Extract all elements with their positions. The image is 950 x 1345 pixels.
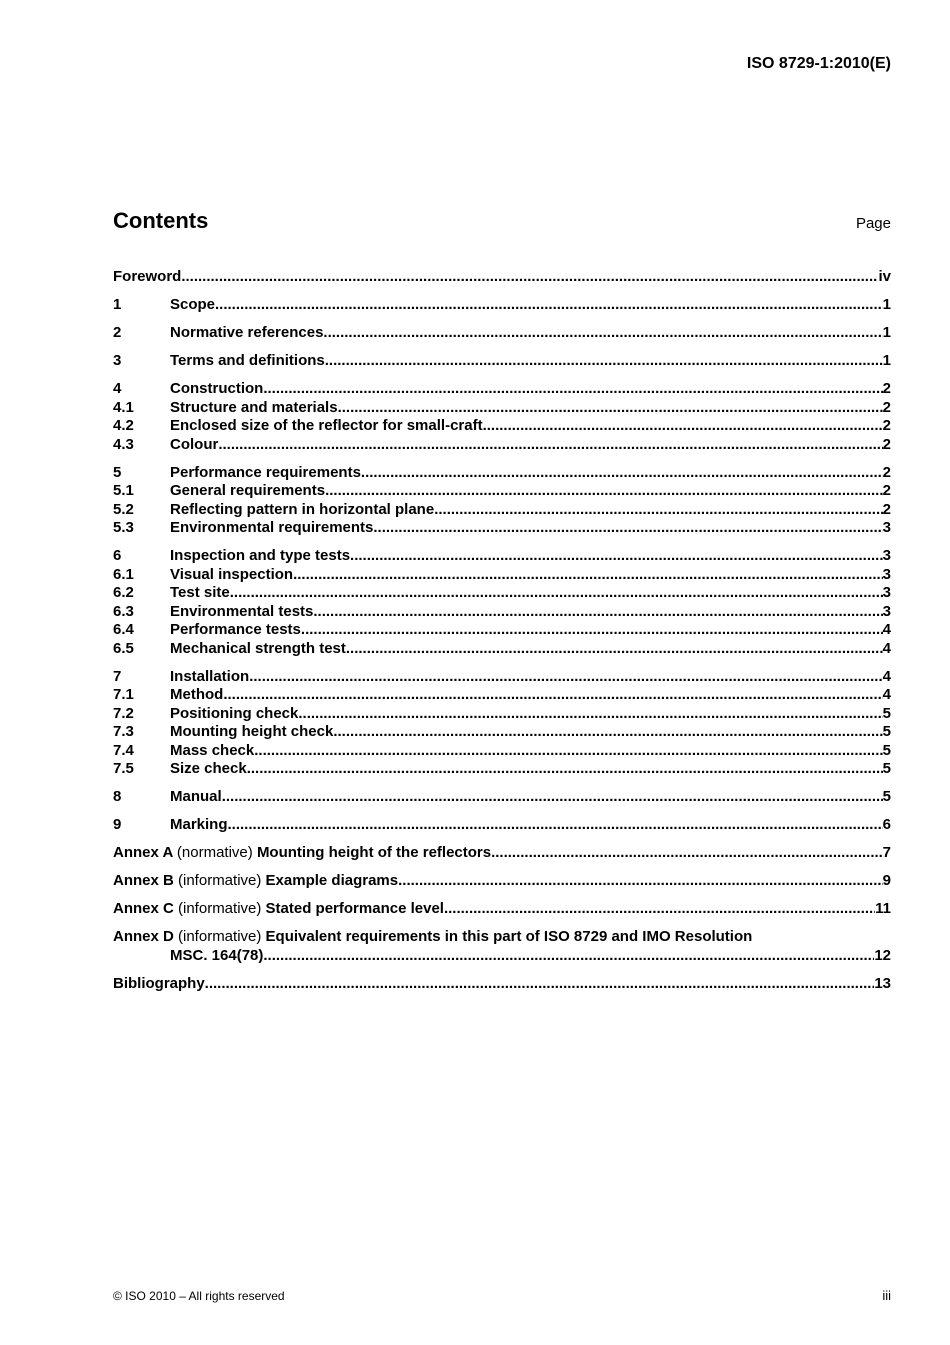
- toc-entry[interactable]: [113, 788, 891, 807]
- toc-entry[interactable]: [113, 742, 891, 761]
- toc-entry[interactable]: [113, 760, 891, 779]
- toc-entry[interactable]: [113, 436, 891, 455]
- toc-title: Normative references: [170, 324, 324, 341]
- toc-number: 7.2: [113, 704, 134, 722]
- toc-page: 11: [875, 900, 891, 917]
- annex-title-continued: MSC. 164(78): [170, 946, 264, 964]
- toc-number: 6.5: [113, 639, 134, 657]
- toc-title: Construction: [170, 380, 264, 397]
- dot-leader: [361, 464, 883, 483]
- toc-number: 6.4: [113, 621, 134, 638]
- toc-entry[interactable]: [113, 566, 891, 585]
- toc-number: 2: [113, 324, 122, 341]
- dot-leader: [293, 566, 883, 585]
- dot-leader: [325, 482, 883, 501]
- toc-entry[interactable]: [113, 296, 891, 315]
- toc-entry[interactable]: [113, 417, 891, 436]
- toc-number: 7.4: [113, 741, 134, 759]
- contents-heading: [113, 208, 891, 238]
- dot-leader: [298, 705, 882, 724]
- toc-page: 1: [882, 324, 891, 341]
- toc-entry-annex-c[interactable]: [113, 900, 891, 919]
- toc-number: 6.3: [113, 602, 134, 620]
- dot-leader: [325, 352, 883, 371]
- toc-page: 5: [882, 788, 891, 805]
- toc-page: 2: [882, 398, 891, 416]
- toc-page: 13: [874, 974, 891, 992]
- dot-leader: [230, 584, 883, 603]
- dot-leader: [373, 519, 882, 538]
- toc-number: 6.1: [113, 565, 134, 583]
- dot-leader: [181, 268, 878, 287]
- dot-leader: [223, 686, 882, 705]
- toc-number: 4.3: [113, 435, 134, 453]
- dot-leader: [249, 668, 882, 687]
- toc-number: 9: [113, 816, 122, 833]
- dot-leader: [228, 816, 883, 835]
- toc-page: 5: [882, 704, 891, 722]
- toc-page: 1: [882, 296, 891, 313]
- toc-title: Inspection and type tests: [170, 547, 351, 564]
- toc-page: 3: [882, 584, 891, 601]
- toc-number: 5.3: [113, 519, 134, 536]
- toc-page: 3: [882, 547, 891, 564]
- toc-number: 7.1: [113, 686, 134, 703]
- toc-page: 3: [882, 519, 891, 536]
- dot-leader: [313, 603, 882, 622]
- toc-title: Manual: [170, 788, 222, 805]
- toc-page: 2: [882, 482, 891, 499]
- toc-number: 8: [113, 788, 122, 805]
- toc-title: Terms and definitions: [170, 352, 325, 369]
- toc-entry[interactable]: [113, 640, 891, 659]
- toc-entry[interactable]: [113, 519, 891, 538]
- toc-title: Foreword: [113, 268, 182, 285]
- page-number: iii: [882, 1288, 891, 1303]
- dot-leader: [338, 399, 883, 418]
- toc-page: 4: [882, 639, 891, 657]
- toc-page: iv: [878, 268, 891, 285]
- toc-title: Environmental tests: [170, 602, 314, 620]
- toc-entry[interactable]: [113, 464, 891, 483]
- dot-leader: [434, 501, 882, 520]
- toc-title: Marking: [170, 816, 228, 833]
- toc-page: 6: [882, 816, 891, 833]
- toc-entry[interactable]: [113, 668, 891, 687]
- toc-title: Mounting height check: [170, 723, 334, 740]
- toc-title: General requirements: [170, 482, 326, 499]
- annex-kind: (informative): [178, 872, 262, 889]
- toc-number: 5.1: [113, 482, 134, 499]
- toc-number: 1: [113, 296, 122, 313]
- toc-page: 5: [882, 723, 891, 740]
- toc-entry[interactable]: [113, 621, 891, 640]
- toc-entry[interactable]: [113, 547, 891, 566]
- annex-title: Equivalent requirements in this part of ISO 8729 and IMO Resolution: [265, 928, 753, 945]
- toc-entry-annex-b[interactable]: [113, 872, 891, 891]
- toc-entry[interactable]: [113, 603, 891, 622]
- toc-title: Positioning check: [170, 704, 299, 722]
- toc-title: Installation: [170, 667, 250, 685]
- toc-title: Reflecting pattern in horizontal plane: [170, 500, 435, 518]
- table-of-contents: [113, 268, 891, 993]
- dot-leader: [333, 723, 882, 742]
- dot-leader: [398, 872, 883, 891]
- dot-leader: [323, 324, 882, 343]
- toc-page: 5: [882, 741, 891, 759]
- contents-title: Contents: [113, 208, 209, 233]
- toc-entry-annex-d[interactable]: [113, 928, 891, 965]
- toc-entry[interactable]: [113, 352, 891, 371]
- toc-page: 4: [882, 667, 891, 685]
- toc-page: 3: [882, 602, 891, 620]
- toc-title: Enclosed size of the reflector for small-craft: [170, 417, 483, 434]
- toc-page: 2: [882, 380, 891, 397]
- annex-label: Annex C: [113, 900, 174, 917]
- toc-number: 7: [113, 667, 122, 685]
- annex-kind: (informative): [178, 900, 262, 917]
- toc-page: 2: [882, 500, 891, 518]
- toc-page: 2: [882, 463, 891, 481]
- toc-title: Mass check: [170, 741, 255, 759]
- dot-leader: [350, 547, 883, 566]
- annex-label: Annex D: [113, 928, 174, 945]
- annex-title: Example diagrams: [265, 872, 399, 889]
- toc-entry[interactable]: [113, 501, 891, 520]
- toc-page: 12: [874, 946, 891, 964]
- annex-title: Stated performance level: [265, 900, 444, 917]
- toc-number: 6: [113, 547, 122, 564]
- toc-number: 4.1: [113, 398, 134, 416]
- toc-entry-bibliography[interactable]: [113, 975, 891, 994]
- dot-leader: [491, 844, 883, 863]
- toc-page: 3: [882, 565, 891, 583]
- page-column-label: Page: [855, 215, 891, 232]
- toc-title: Method: [170, 686, 224, 703]
- toc-entry-annex-a[interactable]: [113, 844, 891, 863]
- toc-title: Mechanical strength test: [170, 639, 346, 657]
- dot-leader: [263, 947, 874, 966]
- dot-leader: [483, 417, 883, 436]
- toc-title: Scope: [170, 296, 216, 313]
- toc-title: Performance requirements: [170, 463, 361, 481]
- toc-title: Performance tests: [170, 621, 301, 638]
- dot-leader: [346, 640, 883, 659]
- copyright-notice: © ISO 2010 – All rights reserved: [113, 1289, 285, 1303]
- annex-kind: (normative): [176, 844, 253, 861]
- toc-page: 5: [882, 760, 891, 777]
- document-id: ISO 8729-1:2010(E): [746, 55, 891, 72]
- annex-kind: (informative): [178, 928, 262, 945]
- dot-leader: [301, 621, 883, 640]
- toc-number: 7.5: [113, 760, 134, 777]
- toc-number: 5: [113, 463, 122, 481]
- toc-page: 4: [882, 621, 891, 638]
- dot-leader: [263, 380, 882, 399]
- annex-label: Annex A: [113, 844, 173, 861]
- toc-page: 1: [882, 352, 891, 369]
- toc-number: 3: [113, 352, 122, 369]
- toc-entry-foreword[interactable]: [113, 268, 891, 287]
- toc-number: 4: [113, 380, 122, 397]
- toc-page: 2: [882, 435, 891, 453]
- toc-title: Bibliography: [113, 974, 205, 992]
- dot-leader: [247, 760, 883, 779]
- toc-title: Structure and materials: [170, 398, 338, 416]
- dot-leader: [205, 975, 875, 994]
- toc-page: 2: [882, 417, 891, 434]
- toc-page: 4: [882, 686, 891, 703]
- toc-title: Visual inspection: [170, 565, 294, 583]
- toc-title: Size check: [170, 760, 247, 777]
- dot-leader: [215, 296, 883, 315]
- annex-title: Mounting height of the reflectors: [256, 844, 492, 861]
- toc-page: 9: [882, 872, 891, 889]
- toc-title: Colour: [170, 435, 219, 453]
- toc-entry[interactable]: [113, 816, 891, 835]
- toc-number: 7.3: [113, 723, 134, 740]
- dot-leader: [218, 436, 882, 455]
- dot-leader: [222, 788, 883, 807]
- toc-entry[interactable]: [113, 324, 891, 343]
- toc-title: Environmental requirements: [170, 519, 374, 536]
- toc-entry[interactable]: [113, 380, 891, 399]
- toc-number: 5.2: [113, 500, 134, 518]
- toc-entry[interactable]: [113, 723, 891, 742]
- toc-entry[interactable]: [113, 705, 891, 724]
- toc-entry[interactable]: [113, 482, 891, 501]
- toc-entry[interactable]: [113, 584, 891, 603]
- toc-entry[interactable]: [113, 399, 891, 418]
- annex-label: Annex B: [113, 872, 174, 889]
- toc-number: 6.2: [113, 584, 134, 601]
- toc-title: Test site: [170, 584, 230, 601]
- toc-entry[interactable]: [113, 686, 891, 705]
- dot-leader: [254, 742, 882, 761]
- dot-leader: [444, 900, 875, 919]
- toc-number: 4.2: [113, 417, 134, 434]
- toc-page: 7: [882, 844, 891, 861]
